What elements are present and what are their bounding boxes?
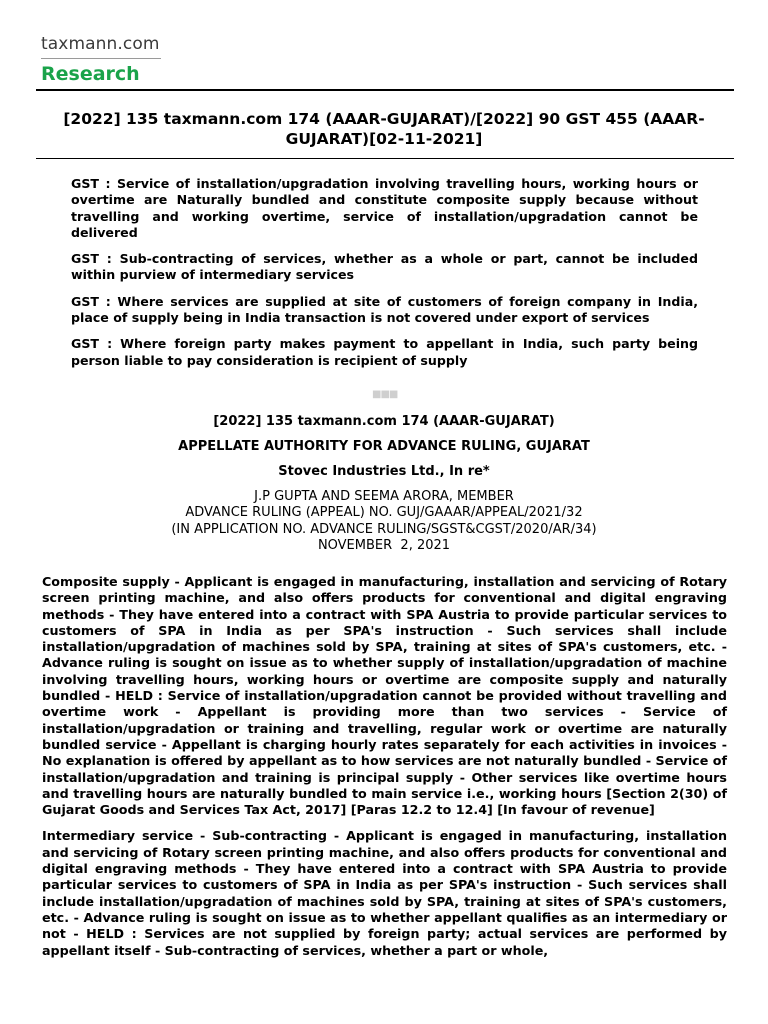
headnote: GST : Where foreign party makes payment to appellant in India, such party being person liable to pay consideration is recipient of supply <box>71 336 698 368</box>
citation-rule <box>36 158 734 159</box>
section-separator: ■■■ <box>372 389 398 400</box>
headnotes-section <box>71 176 698 379</box>
headnote: GST : Service of installation/upgradation involving travelling hours, working hours or overtime are Naturally bundled and constitute composite supply because without travelling and working overtime, service of installation/upgradation cannot be delivered <box>71 176 698 240</box>
brand-site-name: taxmann.com <box>41 34 160 54</box>
brand-divider <box>41 58 161 59</box>
case-details <box>40 414 728 555</box>
summary-paragraph: Composite supply - Applicant is engaged in manufacturing, installation and servicing of Rotary screen printing machine, and also offers products for conventional and digital engraving methods - They have entered into a contract with SPA Austria to provide particular services to customers of SPA in India as per SPA's instruction - Such services shall include installation/upgradation of machines sold by SPA, training at sites of SPA's customers, etc. - Advance ruling is sought on issue as to whether supply of installation/upgradation of machine involving travelling hours, working hours or overtime are composite supply and naturally bundled - HELD : Service of installation/upgradation cannot be provided without travelling and overtime work - Appellant is providing more than two services - Service of installation/upgradation or training and travelling, regular work or overtime are naturally bundled service - Appellant is charging hourly rates separately for each activities in invoices - No explanation is offered by appellant as to how services are not naturally bundled - Service of installation/upgradation and training is principal supply - Other services like overtime hours and travelling hours are naturally bundled to main service i.e., working hours [Section 2(30) of Gujarat Goods and Services Tax Act, 2017] [Paras 12.2 to 12.4] [In favour of revenue] <box>42 574 727 818</box>
case-date: NOVEMBER 2, 2021 <box>317 538 451 554</box>
ruling-summary <box>42 574 727 969</box>
case-authority: APPELLATE AUTHORITY FOR ADVANCE RULING, GUJARAT <box>178 439 590 454</box>
brand-section-name: Research <box>41 63 140 85</box>
summary-paragraph: Intermediary service - Sub-contracting - Applicant is engaged in manufacturing, installation and servicing of Rotary screen printing machine, and also offers products for conventional and digital engraving methods - They have entered into a contract with SPA Austria to provide particular services to customers of SPA in India as per SPA's instruction - Such services shall include installation/upgradation of machines sold by SPA, training at sites of SPA's customers, etc. - Advance ruling is sought on issue as to whether appellant qualifies as an intermediary or not - HELD : Services are not supplied by foreign party; actual services are performed by appellant itself - Sub-contracting of services, whether a part or whole, <box>42 828 727 958</box>
case-application-number: (IN APPLICATION NO. ADVANCE RULING/SGST&CGST/2020/AR/34) <box>171 521 597 537</box>
case-members: J.P GUPTA AND SEEMA ARORA, MEMBER <box>254 489 514 504</box>
header-rule <box>36 89 734 91</box>
document-citation: [2022] 135 taxmann.com 174 (AAAR-GUJARAT)/[2022] 90 GST 455 (AAAR-GUJARAT)[02-11-2021] <box>63 110 705 148</box>
case-citation: [2022] 135 taxmann.com 174 (AAAR-GUJARAT) <box>213 414 555 429</box>
case-ruling-number: ADVANCE RULING (APPEAL) NO. GUJ/GAAAR/APPEAL/2021/32 <box>185 505 583 521</box>
taxmann-logo[interactable] <box>41 34 161 86</box>
headnote: GST : Where services are supplied at site of customers of foreign company in India, place of supply being in India transaction is not covered under export of services <box>71 293 698 326</box>
headnote: GST : Sub-contracting of services, whether as a whole or part, cannot be included within purview of intermediary services <box>71 251 698 283</box>
case-party: Stovec Industries Ltd., In re* <box>278 464 490 479</box>
